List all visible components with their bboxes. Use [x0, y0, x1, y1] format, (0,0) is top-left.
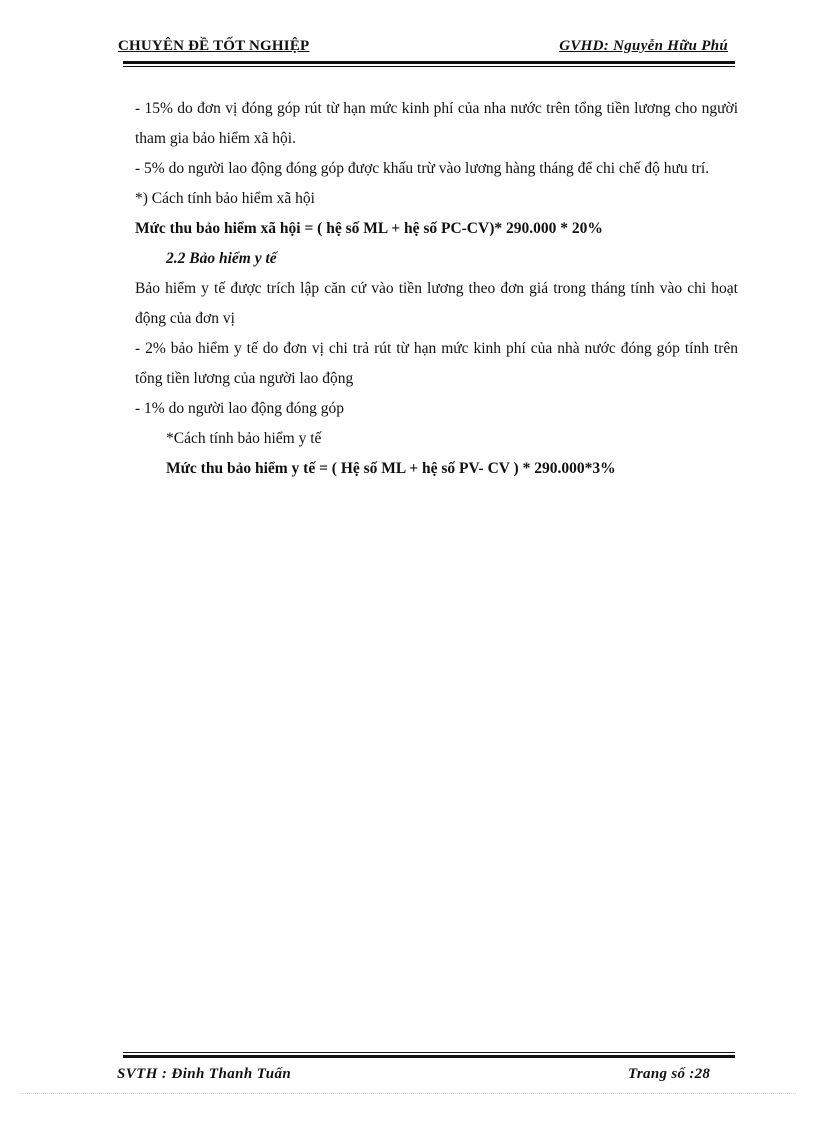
page-header [118, 38, 734, 60]
header-advisor: GVHD: Nguyễn Hữu Phú [559, 38, 728, 54]
page-edge-line [20, 1093, 796, 1094]
page-number: Trang số :28 [628, 1066, 711, 1082]
paragraph: *Cách tính bảo hiểm y tế [166, 430, 322, 447]
formula-social-insurance: Mức thu bảo hiểm xã hội = ( hệ số ML + hệ số PC-CV)* 290.000 * 20% [135, 220, 603, 237]
paragraph: - 1% do người lao động đóng góp [135, 400, 345, 417]
header-rule-thick [123, 61, 735, 64]
paragraph: - 2% bảo hiểm y tế do đơn vị chi trả rút từ hạn mức kinh phí của nhà nước đóng góp tính trên tổng tiền lương của người lao động [135, 340, 738, 387]
footer-author: SVTH : Đinh Thanh Tuấn [117, 1066, 292, 1082]
section-heading: 2.2 Bảo hiểm y tế [166, 250, 277, 267]
footer-rule-thin [123, 1052, 735, 1053]
paragraph: - 5% do người lao động đóng góp được khấu trừ vào lương hàng tháng để chi chế độ hưu trí. [135, 160, 710, 177]
document-body [116, 94, 738, 484]
paragraph: Bảo hiểm y tế được trích lập căn cứ vào tiền lương theo đơn giá trong tháng tính vào chi hoạt động của đơn vị [135, 280, 738, 327]
paragraph: - 15% do đơn vị đóng góp rút từ hạn mức kinh phí của nha nước trên tổng tiền lương cho người tham gia bảo hiểm xã hội. [135, 100, 738, 147]
formula-health-insurance: Mức thu bảo hiểm y tế = ( Hệ số ML + hệ số PV- CV ) * 290.000*3% [166, 460, 616, 477]
paragraph: *) Cách tính bảo hiểm xã hội [135, 190, 315, 207]
header-title: CHUYÊN ĐỀ TỐT NGHIỆP [118, 38, 310, 54]
footer-rule-thick [123, 1055, 735, 1058]
header-rule-thin [123, 66, 735, 67]
